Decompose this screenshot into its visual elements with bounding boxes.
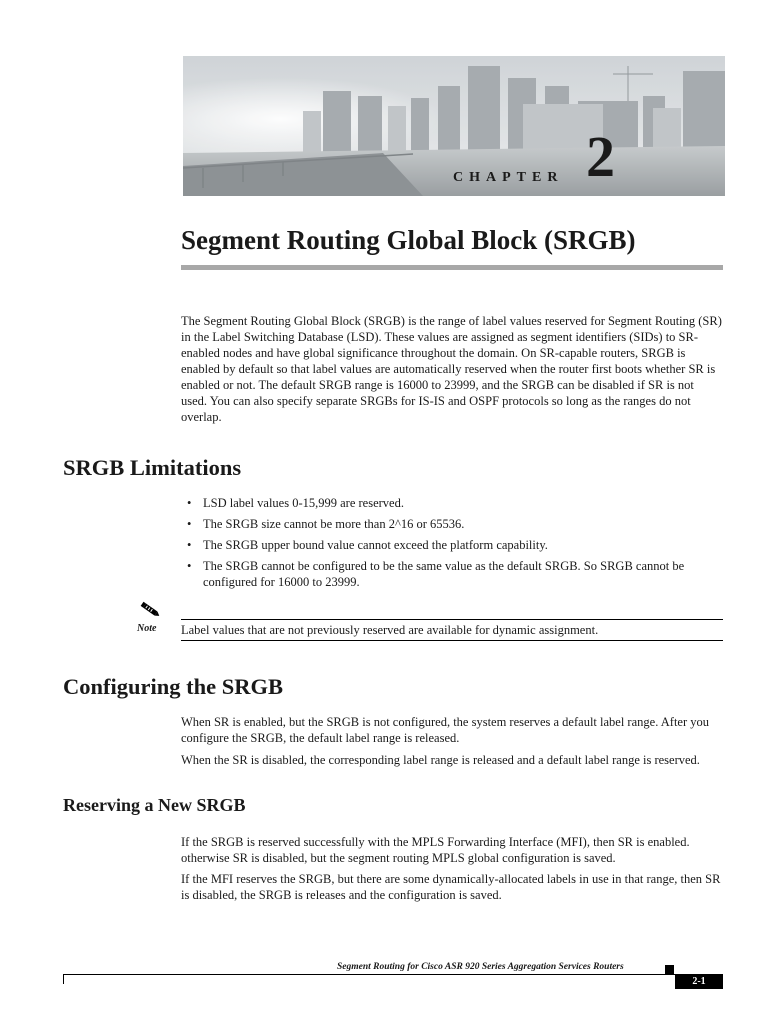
page-number: 2-1 [675, 975, 723, 989]
reserving-paragraph: If the SRGB is reserved successfully with the MPLS Forwarding Interface (MFI), then SR is enabled. otherwise SR is disabled, but the segment routing MPLS global configuration is saved. [181, 835, 690, 865]
list-item: • The SRGB size cannot be more than 2^16 or 65536. [187, 517, 465, 531]
subsection-heading-reserving: Reserving a New SRGB [63, 795, 246, 815]
chapter-number: 2 [586, 124, 615, 189]
note-rule-bottom [181, 640, 723, 641]
pencil-note-icon [139, 600, 161, 625]
list-item: • The SRGB cannot be configured to be the same value as the default SRGB. So SRGB cannot be configured for 16000 to 23999. [187, 559, 685, 589]
configuring-paragraph: When the SR is disabled, the corresponding label range is released and a default label range is reserved. [181, 753, 700, 767]
note-rule-top [181, 619, 723, 620]
chapter-label: CHAPTER [453, 170, 564, 185]
page-title: Segment Routing Global Block (SRGB) [181, 225, 636, 255]
list-item: • LSD label values 0-15,999 are reserved. [187, 496, 404, 510]
section-heading-configuring: Configuring the SRGB [63, 674, 284, 699]
footer-book-title: Segment Routing for Cisco ASR 920 Series Aggregation Services Routers [337, 962, 624, 972]
footer-rule [63, 974, 723, 975]
configuring-paragraph: When SR is enabled, but the SRGB is not configured, the system reserves a default label range. After you configure the SRGB, the default label range is released. [181, 715, 709, 745]
section-heading-limitations: SRGB Limitations [63, 455, 242, 480]
note-text: Label values that are not previously reserved are available for dynamic assignment. [181, 623, 599, 637]
footer-tick [63, 974, 64, 984]
list-item: • The SRGB upper bound value cannot exceed the platform capability. [187, 538, 548, 552]
footer-marker [665, 965, 674, 974]
title-rule [181, 265, 723, 270]
reserving-paragraph: If the MFI reserves the SRGB, but there are some dynamically-allocated labels in use in that range, then SR is disabled, the SRGB is releases and the configuration is saved. [181, 872, 721, 902]
intro-paragraph: The Segment Routing Global Block (SRGB) is the range of label values reserved for Segment Routing (SR) in the Label Switching Database (LSD). These values are assigned as segment identifiers (SIDs) to SR-enabled nodes and have global significance throughout the domain. On SR-capable routers, SRGB is enabled by default so that label values are automatically reserved when the router first boots whether SR is enabled or not. The default SRGB range is 16000 to 23999, and the SRGB can be disabled if SR is not used. You can also specify separate SRGBs for IS-IS and OSPF protocols so long as the ranges do not overlap. [181, 314, 722, 424]
limitations-list [181, 495, 722, 595]
note-label: Note [137, 623, 157, 634]
